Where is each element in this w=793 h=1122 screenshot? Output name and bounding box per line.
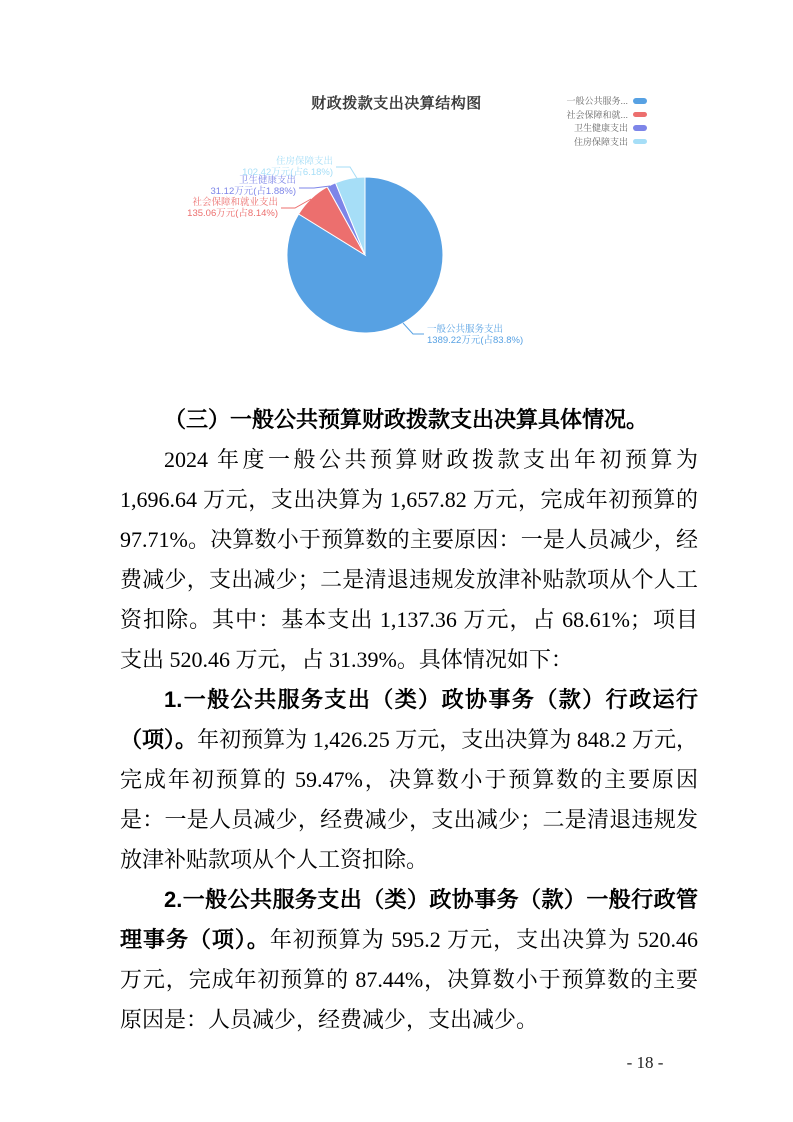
legend-label: 卫生健康支出 xyxy=(573,123,628,134)
paragraph-lead-bold: 1.一般公共服务支出（类）政协事务（款）行政运行（项）。 xyxy=(120,687,698,752)
paragraph-lead-bold: 2.一般公共服务支出（类）政协事务（款）一般行政管理事务（项）。 xyxy=(120,887,698,952)
document-body xyxy=(120,400,698,1040)
pie-label-value: 31.12万元(占1.88%) xyxy=(210,186,296,197)
legend-label: 住房保障支出 xyxy=(573,136,628,147)
pie-label-value: 135.06万元(占8.14%) xyxy=(187,208,278,219)
body-paragraph: 2.一般公共服务支出（类）政协事务（款）一般行政管理事务（项）。年初预算为 595.2 万元，支出决算为 520.46 万元，完成年初预算的 87.44%，决算数小于预算数的主要原因是：人员减少，经费减少，支出减少。 xyxy=(120,887,698,1032)
page-number: - 18 - xyxy=(626,1053,664,1072)
body-paragraph: 1.一般公共服务支出（类）政协事务（款）行政运行（项）。年初预算为 1,426.25 万元，支出决算为 848.2 万元，完成年初预算的 59.47%，决算数小于预算数的主要原因是：一是人员减少，经费减少，支出减少；二是清退违规发放津补贴款项从个人工资扣除。 xyxy=(120,687,698,872)
body-paragraph: 2024 年度一般公共预算财政拨款支出年初预算为 1,696.64 万元，支出决算为 1,657.82 万元，完成年初预算的 97.71%。决算数小于预算数的主要原因：一是人员减少，经费减少，支出减少；二是清退违规发放津补贴款项从个人工资扣除。其中：基本支出 1,137.36 万元，占 68.61%；项目支出 520.46 万元，占 31.39%。具体情况如下： xyxy=(120,447,698,672)
pie-label-value: 102.42万元(占6.18%) xyxy=(242,167,333,178)
section-heading: （三）一般公共预算财政拨款支出决算具体情况。 xyxy=(164,407,649,432)
pie-label-value: 1389.22万元(占83.8%) xyxy=(427,335,524,346)
pie-label-leader xyxy=(403,323,424,334)
legend-label: 社会保障和就... xyxy=(566,109,628,120)
pie-label-name: 卫生健康支出 xyxy=(238,175,296,186)
pie-label-name: 住房保障支出 xyxy=(275,156,333,167)
pie-label-name: 社会保障和就业支出 xyxy=(192,197,278,208)
chart-title: 财政拨款支出决算结构图 xyxy=(311,95,482,112)
pie-label-name: 一般公共服务支出 xyxy=(427,324,504,335)
pie-chart xyxy=(0,85,793,365)
legend-label: 一般公共服务... xyxy=(566,96,628,107)
